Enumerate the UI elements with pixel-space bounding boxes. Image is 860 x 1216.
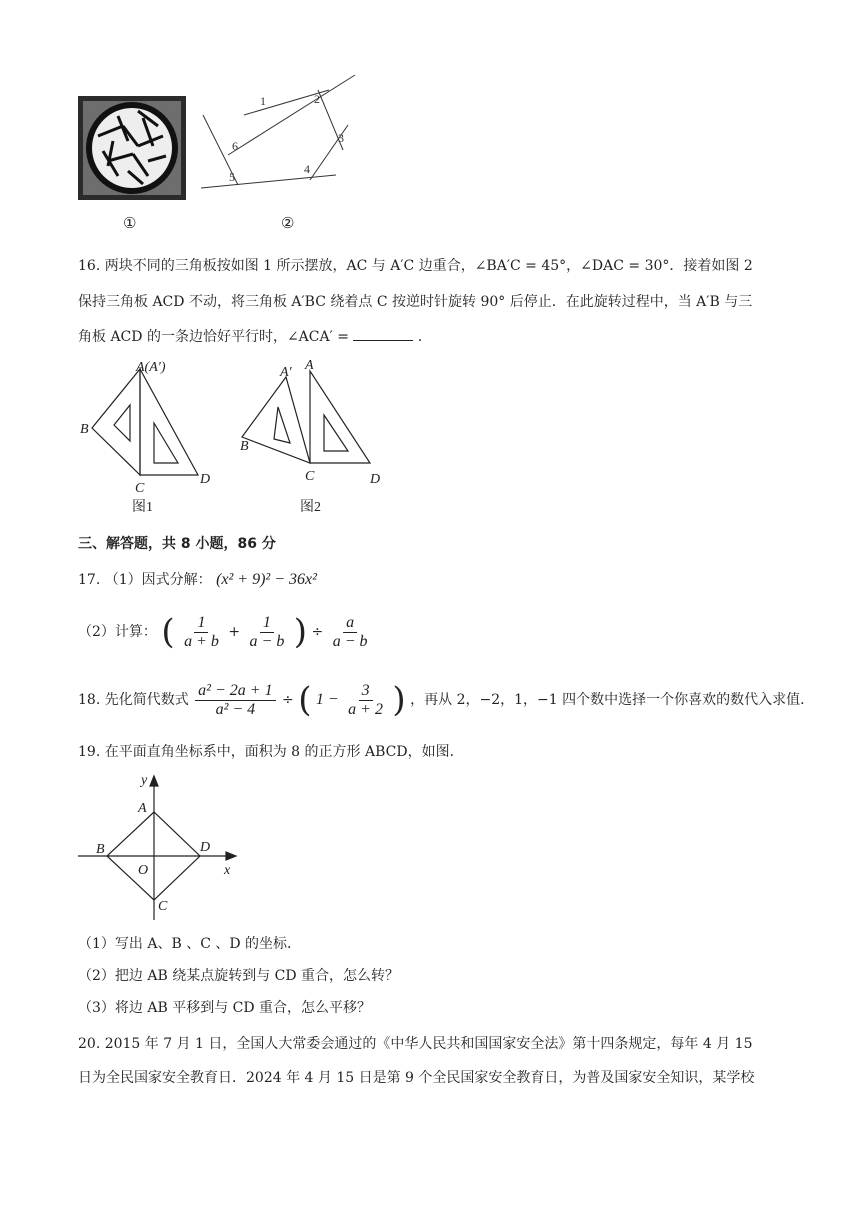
q16-line1: 16. 两块不同的三角板按如图 1 所示摆放，AC 与 A′C 边重合，∠BA′C = 45°，∠DAC = 30°．接着如图 2 xyxy=(78,258,753,274)
q18-frac2-den: a + 2 xyxy=(348,700,383,718)
fig2-label-B: B xyxy=(240,439,249,454)
svg-text:5: 5 xyxy=(229,170,235,184)
q17-frac1-den: a + b xyxy=(184,632,219,650)
svg-text:4: 4 xyxy=(304,162,310,176)
q17-frac3-num: a xyxy=(343,614,357,633)
point-A-label: A xyxy=(138,801,147,816)
q17-frac2 xyxy=(247,614,288,651)
fig1-label-B: B xyxy=(80,422,89,437)
fig1-label-D: D xyxy=(200,472,211,487)
q16-line3-text: 角板 ACD 的一条边恰好平行时，∠ACA′ = xyxy=(78,329,349,345)
window-lattice-figure xyxy=(78,96,186,200)
fig2-label-A: A xyxy=(305,358,314,373)
q17-part2-prefix: （2）计算： xyxy=(78,624,157,640)
section-title: 三、解答题，共 8 小题，86 分 xyxy=(78,536,276,552)
q16-line3-end: ． xyxy=(417,329,432,345)
q16-line2: 保持三角板 ACD 不动，将三角板 A′BC 绕着点 C 按逆时针旋转 90° 后停止．在此旋转过程中，当 A′B 与三 xyxy=(78,294,753,310)
q18-frac1-num: a² − 2a + 1 xyxy=(195,682,275,701)
axis-x-label: x xyxy=(224,863,231,878)
q17-frac1-num: 1 xyxy=(194,614,208,633)
q18-inner-prefix: 1 − xyxy=(315,691,339,708)
q18: 18. 先化简代数式 $\frac{\text{a² − 2a + 1}}{\text{a² − 4}}$ ÷ ( 1 − $\frac{3}{a + 2}$ ) ，再从 2，−2，1，−1 四个数中选择一个你喜欢的数代入求值． xyxy=(78,680,815,720)
fig1-label-C: C xyxy=(135,481,145,496)
figure-label-2: ② xyxy=(281,214,295,232)
axis-y-label: y xyxy=(141,773,148,788)
q19-sub2: （2）把边 AB 绕某点旋转到与 CD 重合，怎么转？ xyxy=(78,968,400,984)
svg-text:2: 2 xyxy=(314,92,320,106)
q17-part1-expr: (x² + 9)² − 36x² xyxy=(216,571,317,588)
fig1-caption: 图1 xyxy=(132,500,153,515)
q17-part2: （2）计算： ( $\frac{1}{a + b}$ + $\frac{1}{a - b}$ ) ÷ $\frac{a}{a - b}$ xyxy=(78,612,372,652)
q18-frac1 xyxy=(195,682,275,719)
q17-frac3-den: a − b xyxy=(332,632,368,650)
q17-frac1 xyxy=(181,614,222,651)
q20-line2: 日为全民国家安全教育日．2024 年 4 月 15 日是第 9 个全民国家安全教育日，为普及国家安全知识，某学校 xyxy=(78,1070,755,1086)
q17-plus: + xyxy=(228,624,241,640)
q18-suffix: ，再从 2，−2，1，−1 四个数中选择一个你喜欢的数代入求值． xyxy=(410,692,815,708)
q17-frac2-den: a − b xyxy=(249,632,285,650)
q18-prefix: 18. 先化简代数式 xyxy=(78,692,189,708)
svg-text:6: 6 xyxy=(232,139,238,153)
figure-label-1: ① xyxy=(123,214,137,232)
point-D-label: D xyxy=(200,840,211,855)
point-B-label: B xyxy=(96,842,105,857)
fig1-label-A: A(A′) xyxy=(136,360,166,375)
q20-line1: 20. 2015 年 7 月 1 日，全国人大常委会通过的《中华人民共和国国家安全法》第十四条规定，每年 4 月 15 xyxy=(78,1036,753,1052)
q18-frac2 xyxy=(345,682,386,719)
coordinate-figure xyxy=(76,770,246,922)
q19-sub3: （3）将边 AB 平移到与 CD 重合，怎么平移？ xyxy=(78,1000,372,1016)
triangle-figures xyxy=(78,355,398,520)
fig2-label-C: C xyxy=(305,469,315,484)
q19-sub1: （1）写出 A、B 、C 、D 的坐标． xyxy=(78,936,302,952)
q18-frac1-den: a² − 4 xyxy=(215,700,256,718)
answer-blank xyxy=(353,326,413,341)
q17-part1-prefix: 17. （1）因式分解： xyxy=(78,572,212,588)
origin-label: O xyxy=(138,863,149,878)
q17-frac2-num: 1 xyxy=(260,614,274,633)
q18-frac2-num: 3 xyxy=(359,682,373,701)
svg-text:3: 3 xyxy=(338,131,344,145)
angle-diagram-figure xyxy=(198,70,363,200)
fig2-caption: 图2 xyxy=(300,500,321,515)
q18-div: ÷ xyxy=(282,692,294,708)
q19-stem: 19. 在平面直角坐标系中，面积为 8 的正方形 ABCD，如图． xyxy=(78,744,464,760)
q17-part1 xyxy=(78,570,317,590)
svg-text:1: 1 xyxy=(260,94,266,108)
fig2-label-D: D xyxy=(370,472,381,487)
fig2-label-A1: A′ xyxy=(280,365,292,380)
q16-line3 xyxy=(78,326,432,347)
point-C-label: C xyxy=(158,899,168,914)
q17-frac3 xyxy=(330,614,371,651)
q17-div: ÷ xyxy=(311,624,324,640)
